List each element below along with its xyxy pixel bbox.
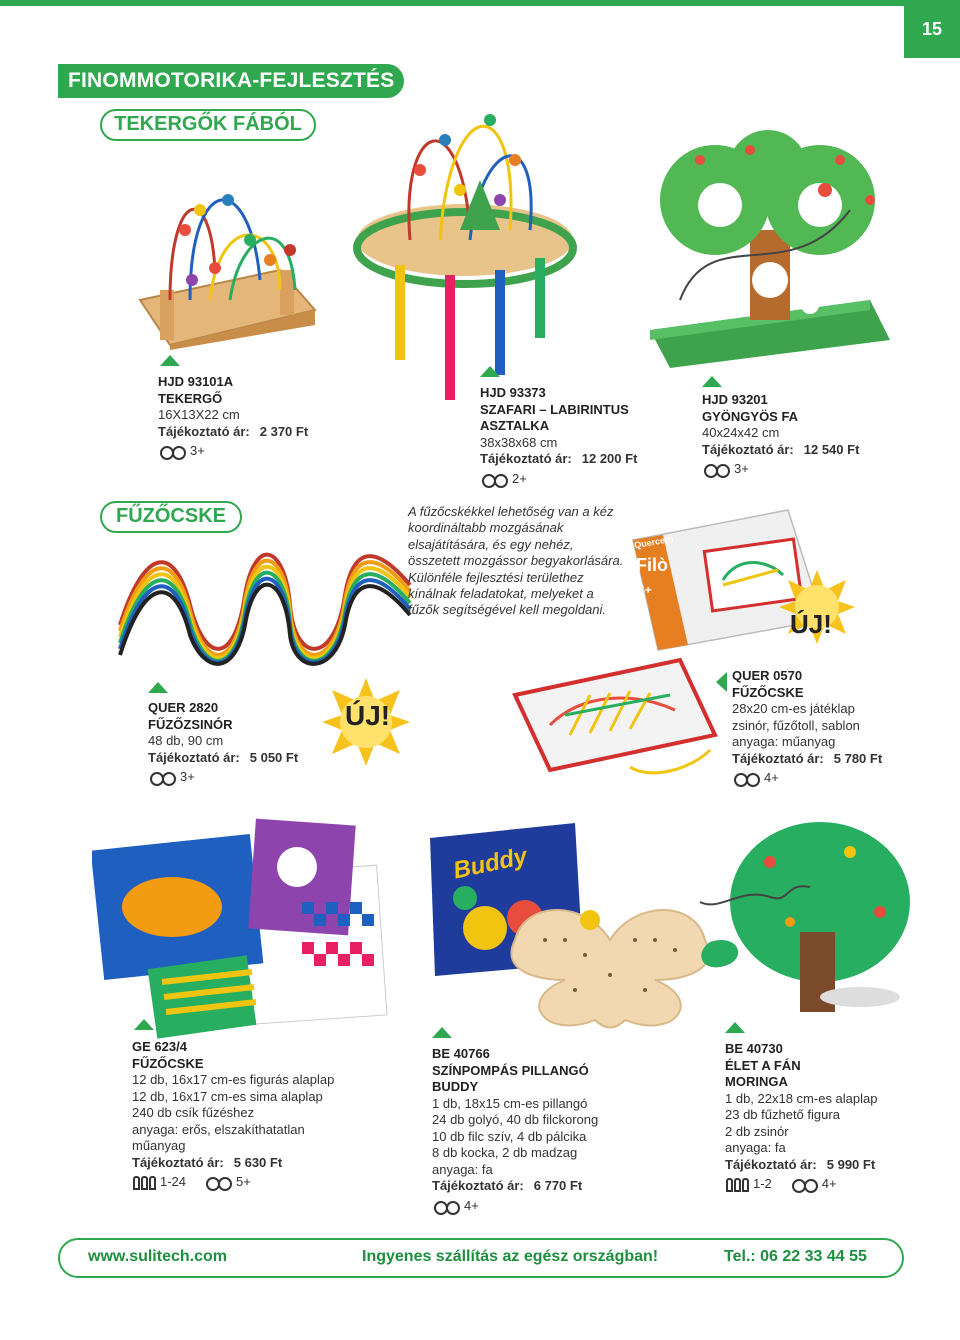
product-ge623 bbox=[132, 1039, 372, 1191]
product-line: 1 db, 18x15 cm-es pillangó bbox=[432, 1095, 588, 1111]
filo-age-label: 4+ bbox=[638, 583, 652, 597]
top-rule bbox=[0, 0, 904, 6]
price-row bbox=[702, 442, 902, 459]
price-label: Tájékoztató ár: bbox=[732, 750, 824, 766]
players-icon bbox=[132, 1174, 156, 1190]
product-code: HJD 93101A bbox=[158, 374, 234, 389]
product-image-szafari-asztalka bbox=[350, 80, 580, 400]
pointer-triangle bbox=[134, 1019, 154, 1030]
product-line: 23 db fűzhető figura bbox=[725, 1107, 840, 1122]
product-hjd93201 bbox=[702, 392, 902, 478]
price-label: Tájékoztató ár: bbox=[132, 1154, 224, 1170]
price-value: 6 770 Ft bbox=[533, 1178, 583, 1193]
age-row bbox=[725, 1176, 905, 1193]
filo-brand-label: Quercetti bbox=[633, 533, 675, 551]
filo-title-label: Filò bbox=[636, 555, 668, 575]
product-line: anyaga: erős, elszakíthatatlan bbox=[132, 1121, 305, 1137]
product-name-line2: ASZTALKA bbox=[480, 418, 550, 433]
product-line: 2 db zsinór bbox=[725, 1123, 789, 1139]
product-code: BE 40766 bbox=[432, 1046, 490, 1061]
price-row bbox=[732, 751, 912, 768]
product-line: 12 db, 16x17 cm-es sima alaplap bbox=[132, 1088, 323, 1104]
age-row bbox=[132, 1174, 372, 1191]
price-row bbox=[158, 424, 338, 441]
price-label: Tájékoztató ár: bbox=[725, 1156, 817, 1172]
subsection-title-tekergok: TEKERGŐK FÁBÓL bbox=[100, 109, 316, 141]
age-value: 3+ bbox=[190, 443, 205, 458]
price-row bbox=[480, 451, 670, 468]
product-quer2820 bbox=[148, 700, 328, 786]
price-label: Tájékoztató ár: bbox=[158, 423, 250, 439]
product-code: HJD 93373 bbox=[480, 385, 546, 400]
footer-website[interactable]: www.sulitech.com bbox=[88, 1248, 227, 1265]
product-image-fuzozsinor bbox=[115, 535, 415, 675]
players-icon bbox=[725, 1176, 749, 1192]
pointer-triangle bbox=[725, 1022, 745, 1033]
product-name: FŰZŐCSKE bbox=[732, 684, 804, 700]
players-value: 1-24 bbox=[160, 1174, 187, 1189]
product-name: TEKERGŐ bbox=[158, 390, 223, 406]
product-name: GYÖNGYÖS FA bbox=[702, 408, 799, 424]
age-row bbox=[702, 461, 902, 478]
product-be40730 bbox=[725, 1041, 905, 1193]
players-value: 1-2 bbox=[753, 1176, 772, 1191]
age-icon bbox=[790, 1177, 818, 1191]
price-value: 5 990 Ft bbox=[826, 1156, 876, 1172]
age-icon bbox=[432, 1199, 460, 1213]
product-size: 48 db, 90 cm bbox=[148, 733, 224, 748]
product-hjd93373 bbox=[480, 385, 670, 487]
product-code: QUER 0570 bbox=[732, 668, 803, 683]
product-line: 240 db csík fűzéshez bbox=[132, 1105, 255, 1120]
price-value: 2 370 Ft bbox=[259, 423, 309, 439]
age-icon bbox=[148, 770, 176, 784]
price-label: Tájékoztató ár: bbox=[432, 1178, 524, 1193]
price-value: 5 780 Ft bbox=[833, 750, 883, 766]
age-row bbox=[148, 769, 328, 786]
product-be40766 bbox=[432, 1046, 652, 1214]
product-size: 16X13X22 cm bbox=[158, 407, 240, 422]
age-value: 3+ bbox=[734, 461, 749, 476]
new-badge-text: ÚJ! bbox=[345, 700, 391, 731]
product-code: BE 40730 bbox=[725, 1041, 783, 1056]
product-image-gyongyos-fa bbox=[640, 130, 900, 370]
age-value: 4+ bbox=[464, 1197, 479, 1213]
product-line: műanyag bbox=[132, 1138, 186, 1153]
age-value: 4+ bbox=[764, 770, 779, 785]
subsection-title-fuzocske: FŰZŐCSKE bbox=[100, 501, 242, 533]
pointer-triangle bbox=[480, 366, 500, 377]
product-image-weaving-cards bbox=[92, 812, 402, 1042]
section-title: FINOMMOTORIKA-FEJLESZTÉS bbox=[58, 64, 404, 98]
price-row bbox=[725, 1157, 905, 1174]
pointer-triangle bbox=[432, 1027, 452, 1038]
footer-shipping: Ingyenes szállítás az egész országban! bbox=[362, 1248, 659, 1265]
age-row bbox=[480, 471, 670, 488]
product-name: FŰZŐZSINÓR bbox=[148, 716, 233, 732]
age-value: 5+ bbox=[236, 1174, 251, 1189]
pointer-triangle bbox=[160, 355, 180, 366]
product-size: 38x38x68 cm bbox=[480, 434, 558, 450]
age-value: 4+ bbox=[821, 1176, 837, 1191]
pointer-triangle bbox=[148, 682, 168, 693]
product-name-line1: SZÍNPOMPÁS PILLANGÓ bbox=[432, 1062, 589, 1078]
pointer-triangle bbox=[716, 672, 727, 692]
price-value: 5 050 Ft bbox=[249, 749, 299, 765]
product-name-line2: MORINGA bbox=[725, 1074, 788, 1089]
product-line: 1 db, 22x18 cm-es alaplap bbox=[725, 1090, 878, 1106]
product-line: 12 db, 16x17 cm-es figurás alaplap bbox=[132, 1072, 335, 1087]
age-value: 2+ bbox=[512, 470, 527, 486]
product-size: 40x24x42 cm bbox=[702, 425, 780, 440]
age-icon bbox=[480, 472, 508, 486]
product-line: anyaga: fa bbox=[725, 1140, 786, 1155]
price-label: Tájékoztató ár: bbox=[480, 451, 572, 466]
product-code: GE 623/4 bbox=[132, 1039, 187, 1054]
price-row bbox=[148, 750, 328, 767]
price-row bbox=[132, 1155, 372, 1172]
fuzocske-description: A fűzőcskékkel lehetőség van a kéz koordináltabb mozgásának elsajátítására, és egy nehéz, összetett mozgássor begyakorlására. Különféle fejlesztési területhez kínálnak feladatokat, melyeket a fűzők segítségével kell megoldani. bbox=[408, 504, 624, 618]
age-value: 3+ bbox=[180, 769, 195, 784]
price-value: 12 200 Ft bbox=[581, 451, 638, 466]
page-number: 15 bbox=[904, 0, 960, 58]
age-icon bbox=[158, 444, 186, 458]
age-icon bbox=[204, 1175, 232, 1189]
age-row bbox=[732, 770, 912, 787]
product-name-line2: BUDDY bbox=[432, 1079, 479, 1094]
product-image-filo-board bbox=[510, 655, 720, 775]
age-icon bbox=[732, 771, 760, 785]
price-row bbox=[432, 1178, 652, 1195]
product-quer0570 bbox=[732, 668, 912, 787]
age-row bbox=[432, 1198, 652, 1215]
product-line: 8 db kocka, 2 db madzag bbox=[432, 1145, 578, 1160]
product-image-tekergo bbox=[130, 150, 320, 350]
product-hjd93101a bbox=[158, 374, 338, 460]
product-name-line1: ÉLET A FÁN bbox=[725, 1057, 801, 1073]
product-image-moringa-tree bbox=[680, 792, 920, 1022]
product-name-line1: SZAFARI – LABIRINTUS bbox=[480, 401, 629, 417]
product-code: HJD 93201 bbox=[702, 392, 768, 407]
price-value: 5 630 Ft bbox=[233, 1154, 283, 1170]
product-line: 24 db golyó, 40 db filckorong bbox=[432, 1112, 599, 1127]
product-line: zsinór, fűzőtoll, sablon bbox=[732, 717, 860, 733]
product-code: QUER 2820 bbox=[148, 700, 219, 715]
price-value: 12 540 Ft bbox=[803, 441, 860, 457]
pointer-triangle bbox=[702, 376, 722, 387]
product-line: anyaga: fa bbox=[432, 1161, 493, 1177]
price-label: Tájékoztató ár: bbox=[148, 749, 240, 765]
product-name: FŰZŐCSKE bbox=[132, 1055, 204, 1071]
price-label: Tájékoztató ár: bbox=[702, 441, 794, 457]
buddy-box-title: Buddy bbox=[450, 842, 530, 885]
product-line: 10 db filc szív, 4 db pálcika bbox=[432, 1128, 587, 1144]
footer-phone: Tel.: 06 22 33 44 55 bbox=[724, 1248, 867, 1265]
age-icon bbox=[702, 462, 730, 476]
product-line: 28x20 cm-es játéklap bbox=[732, 701, 855, 716]
new-badge-text: ÚJ! bbox=[790, 609, 832, 639]
age-row bbox=[158, 443, 338, 460]
product-line: anyaga: műanyag bbox=[732, 734, 836, 749]
